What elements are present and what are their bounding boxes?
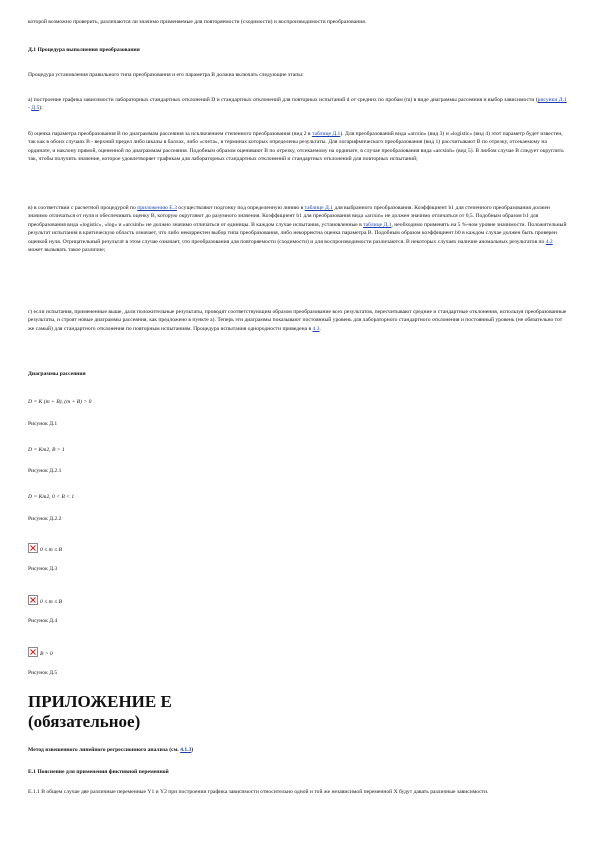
item-a-dash: - — [28, 105, 32, 112]
broken-image-icon — [28, 595, 38, 605]
section-heading-d1: Д.1 Процедура выполнения преобразования — [28, 47, 140, 53]
formula-d1: D = K (m + B), (m + B) > 0 — [28, 399, 92, 405]
caption-figure-d2-1: Рисунок Д.2.1 — [28, 468, 62, 474]
broken-image-icon — [28, 647, 38, 657]
item-a-paragraph — [28, 96, 568, 113]
item-b-paragraph — [28, 130, 568, 164]
item-g-paragraph — [28, 308, 568, 333]
link-section-4-1-3[interactable]: 4.1.3 — [180, 747, 192, 753]
item-v-text-4: , необходимо применять на 5 %-ном уровне значимости. Положительный результат испытания в критическую область означает, что либо некорректен выбор типа преобразования, либо некорректна оценка параметра B. Подобным образом коэффициент b0 в каждом случае должен быть проверен оценкой нуля. Отрицательный результат в этом случае означает, что преобразования для повторяемости (сходимости) и для воспроизводимости различаются. В некоторых случаях наличие аномальных результатов по — [28, 221, 567, 245]
item-v-text: в) в соответствии с расчетной процедурой по — [28, 205, 138, 211]
annex-method-line — [28, 746, 568, 754]
item-v-end: может вызывать такое различие; — [28, 247, 106, 254]
annex-e-title: ПРИЛОЖЕНИЕ Е — [28, 692, 172, 711]
caption-figure-d1: Рисунок Д.1 — [28, 421, 58, 427]
item-v-text-3: для выбранного преобразования. Коэффициент b1 для степенного преобразования должен значимо отличаться от нуля и обеспечивать оценку B, которую округляют до разумного значения. Коэффициент b1 для преобразования вида «arcsin» не должен значимо отличаться от 0,5. Подобным образом b1 для преобразования вида «logistic», «log» и «arcsinh» не должно значимо отличаться от единицы. В каждом случае испытания, установленные в — [28, 205, 550, 228]
link-figure-d1[interactable]: рисунки Д.1 — [537, 97, 567, 103]
item-a-text: а) построение графика зависимости лабораторных стандартных отклонений D и стандартных отклонений для повторных испытаний d от средних по пробам (m) в виде диаграммы рассеяния и выбор зависимости ( — [28, 97, 538, 103]
item-a-end: ); — [39, 105, 43, 112]
d1-lead-paragraph: Процедура установления правильного типа преобразования и его параметра B должна включать следующие этапы: — [28, 72, 304, 78]
link-section-4-2[interactable]: 4.2 — [545, 238, 553, 245]
formula-d5: B > 0 — [40, 651, 53, 657]
formula-d2-2: D = Km2, 0 < B < 1 — [28, 494, 75, 500]
item-g-text: г) если испытания, примененные выше, дали положительные результаты, проводят соответствующим образом преобразование всех результатов, пересчитывают средние и стандартные отклонения, используя преобразованные результаты, и строят новые диаграммы рассеяния, как предложено в пункте а). Теперь эти диаграммы показывают постоянный уровень для лабораторного стандартного отклонения и постоянный уровень (не обязательно тот же самый) для стандартного отклонения по повторным испытаниям. Процедура испытания однородности приведена в — [28, 309, 567, 332]
link-table-d1-third[interactable]: таблице Д.1 — [363, 221, 392, 228]
link-table-d1-second[interactable]: таблице Д.1 — [304, 205, 334, 211]
section-heading-e1: Е.1 Пояснение для применения фиктивной переменной — [28, 769, 169, 775]
caption-figure-d5: Рисунок Д.5 — [28, 670, 58, 676]
caption-figure-d4: Рисунок Д.4 — [28, 618, 58, 624]
figure-d3-row — [28, 543, 568, 554]
item-b-rest: ). Для преобразований вида «arcsin» (вид 3) и «logistic» (вид 4) этот параметр будет известен, так как в обоих случаях B - верхний предел либо шкалы в баллах, либо «счета», в терминах которых определены результаты. Для логарифмического преобразования (вид 1) рассчитывают B по отрезку, отсекаемому на ординате, и наклону прямой, оцененной по диаграммам рассеяния. Подобным образом оценивают B по отрезку, отсекаемому на ординате, в случае преобразования вида «arcsinh» (вид 5). В любом случае B следует округлить так, чтобы получить значение, которое удовлетворяет графикам для лабораторных стандартных отклонений и стандартных отклонений для повторных испытаний; — [28, 131, 564, 163]
item-b-text: б) оценка параметра преобразования B по диаграммам рассеяния за исключением степенного преобразования (вид 2 в — [28, 131, 312, 137]
formula-d4: 0 ≤ m ≤ B — [40, 599, 62, 605]
link-section-4-3[interactable]: 4.3 — [312, 325, 320, 332]
item-v-paragraph — [28, 204, 568, 254]
intro-paragraph: которой возможно проверить, различаются ли значимо применяемые для повторяемости (сходимости) и воспроизводимости преобразования. — [28, 19, 367, 25]
annex-e-subtitle: (обязательное) — [28, 712, 141, 731]
item-v-text-2: осуществляют подгонку под определенную линию в — [176, 205, 305, 211]
figure-d5-row — [28, 647, 568, 658]
item-g-end: . — [319, 325, 321, 332]
scatter-diagrams-heading: Диаграммы рассеяния — [28, 371, 86, 377]
figure-d4-row — [28, 595, 568, 606]
formula-d3: 0 ≤ m ≤ B — [40, 547, 62, 553]
link-annex-e3[interactable]: приложению Е.3 — [137, 205, 177, 211]
broken-image-icon — [28, 543, 38, 553]
annex-method-end: ) — [191, 747, 194, 753]
link-figure-d5[interactable]: Д.5 — [31, 105, 40, 112]
formula-d2-1: D = Km2, B > 1 — [28, 447, 65, 453]
paragraph-e1-1: Е.1.1 В общем случае две различные переменные Y1 и Y2 при построении графика зависимости относительно одной и той же независимой переменной X будут давать различные зависимости. — [28, 789, 489, 795]
caption-figure-d2-2: Рисунок Д.2.2 — [28, 516, 62, 522]
annex-method-text: Метод взвешенного линейного регрессионного анализа (см. — [28, 747, 181, 753]
link-table-d1[interactable]: таблице Д.1 — [311, 131, 341, 137]
caption-figure-d3: Рисунок Д.3 — [28, 566, 58, 572]
